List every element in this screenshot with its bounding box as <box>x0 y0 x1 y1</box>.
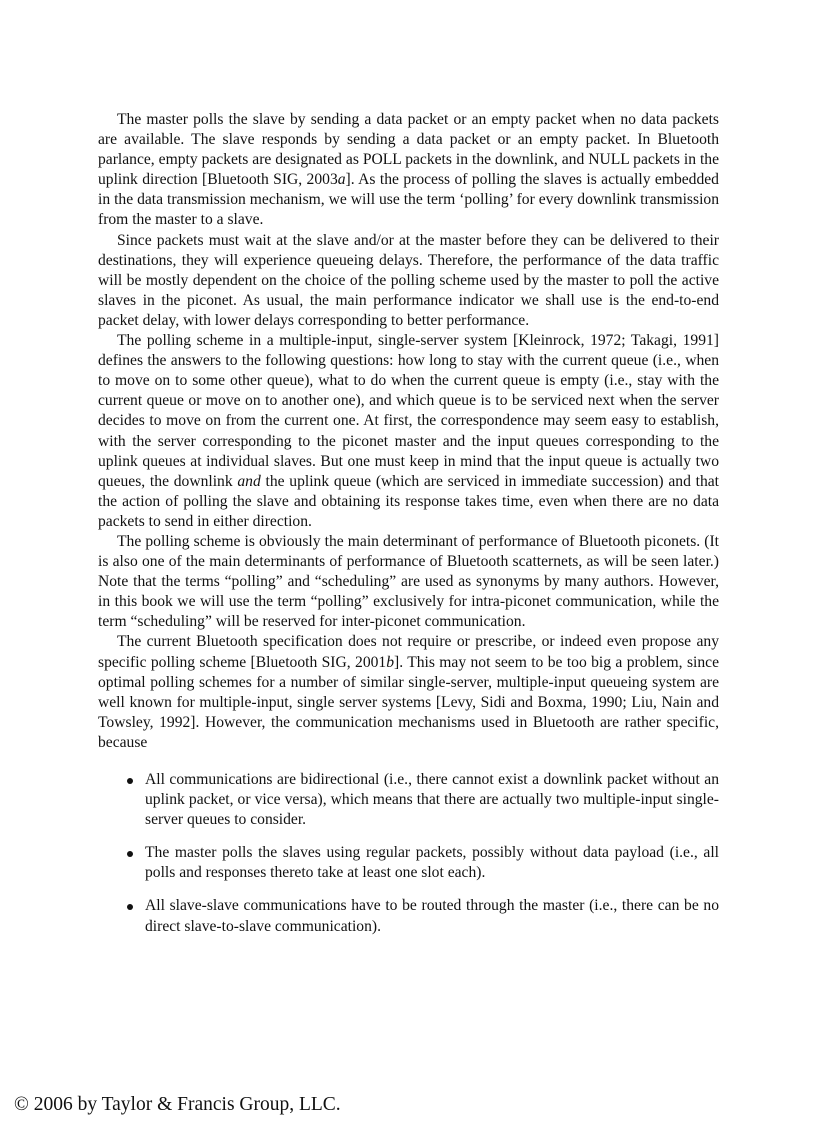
paragraph <box>98 632 719 753</box>
text-run: ]. As the process of polling the slaves is actually embedded in the data transmission mechanism, we will use the term ‘polling’ for every downlink transmission from the master to a slave. <box>98 171 719 229</box>
italic-text: b <box>386 653 395 671</box>
text-run: the uplink queue (which are serviced in immediate succession) and that the action of polling the slave and obtaining its response takes time, even when there are no data packets to send in either direction. <box>98 472 719 530</box>
text-run: ]. This may not seem to be too big a problem, since optimal polling schemes for a number of similar single-server, multiple-input queueing system are well known for multiple-input, single server systems [Levy, Sidi and Boxma, 1990; Liu, Nain and Towsley, 1992]. However, the communication mechanisms used in Bluetooth are rather specific, because <box>98 653 719 751</box>
bullet-dot-icon <box>127 778 133 784</box>
page-body <box>98 110 719 950</box>
italic-text: a <box>337 171 346 189</box>
text-run: Since packets must wait at the slave and/or at the master before they can be delivered to their destinations, they will experience queueing delays. Therefore, the performance of the data traffic will be mostly dependent on the choice of the polling scheme used by the master to poll the active slaves in the piconet. As usual, the main performance indicator we shall use is the end-to-end packet delay, with lower delays corresponding to better performance. <box>98 231 719 329</box>
bullet-item <box>98 770 719 830</box>
paragraph <box>98 231 719 331</box>
body-text <box>98 110 719 753</box>
bullet-text: All communications are bidirectional (i.e., there cannot exist a downlink packet without an uplink packet, or vice versa), which means that there are actually two multiple-input single-server queues to consider. <box>145 771 719 829</box>
bullet-item <box>98 843 719 883</box>
paragraph <box>98 110 719 231</box>
italic-text: and <box>237 472 261 490</box>
bullet-text: The master polls the slaves using regular packets, possibly without data payload (i.e., all polls and responses thereto take at least one slot each). <box>145 844 719 882</box>
copyright-notice: © 2006 by Taylor & Francis Group, LLC. <box>14 1094 341 1115</box>
bullet-dot-icon <box>127 851 133 857</box>
bullet-dot-icon <box>127 904 133 910</box>
bullet-text: All slave-slave communications have to be routed through the master (i.e., there can be no direct slave-to-slave communication). <box>145 897 719 935</box>
bullet-list <box>98 770 719 937</box>
bullet-item <box>98 896 719 936</box>
text-run: The polling scheme in a multiple-input, single-server system [Kleinrock, 1972; Takagi, 1991] defines the answers to the following questions: how long to stay with the current queue (i.e., when to move on to some other queue), what to do when the current queue is empty (i.e., stay with the current queue or move on to another one), and which queue is to be serviced next when the server decides to move on from the current one. At first, the correspondence may seem easy to establish, with the server corresponding to the piconet master and the input queues corresponding to the uplink queues at individual slaves. But one must keep in mind that the input queue is actually two queues, the downlink <box>98 332 719 490</box>
paragraph <box>98 532 719 632</box>
text-run: The master polls the slave by sending a data packet or an empty packet when no data packets are available. The slave responds by sending a data packet or an empty packet. In Bluetooth parlance, empty packets are designated as POLL packets in the downlink, and NULL packets in the uplink direction [Bluetooth SIG, 2003 <box>98 111 719 189</box>
paragraph <box>98 331 719 532</box>
text-run: The current Bluetooth specification does not require or prescribe, or indeed even propose any specific polling scheme [Bluetooth SIG, 2001 <box>98 633 719 671</box>
text-run: The polling scheme is obviously the main determinant of performance of Bluetooth piconets. (It is also one of the main determinants of performance of Bluetooth scatternets, as will be seen later.) Note that the terms “polling” and “scheduling” are used as synonyms by many authors. However, in this book we will use the term “polling” exclusively for intra-piconet communication, while the term “scheduling” will be reserved for inter-piconet communication. <box>98 532 719 631</box>
